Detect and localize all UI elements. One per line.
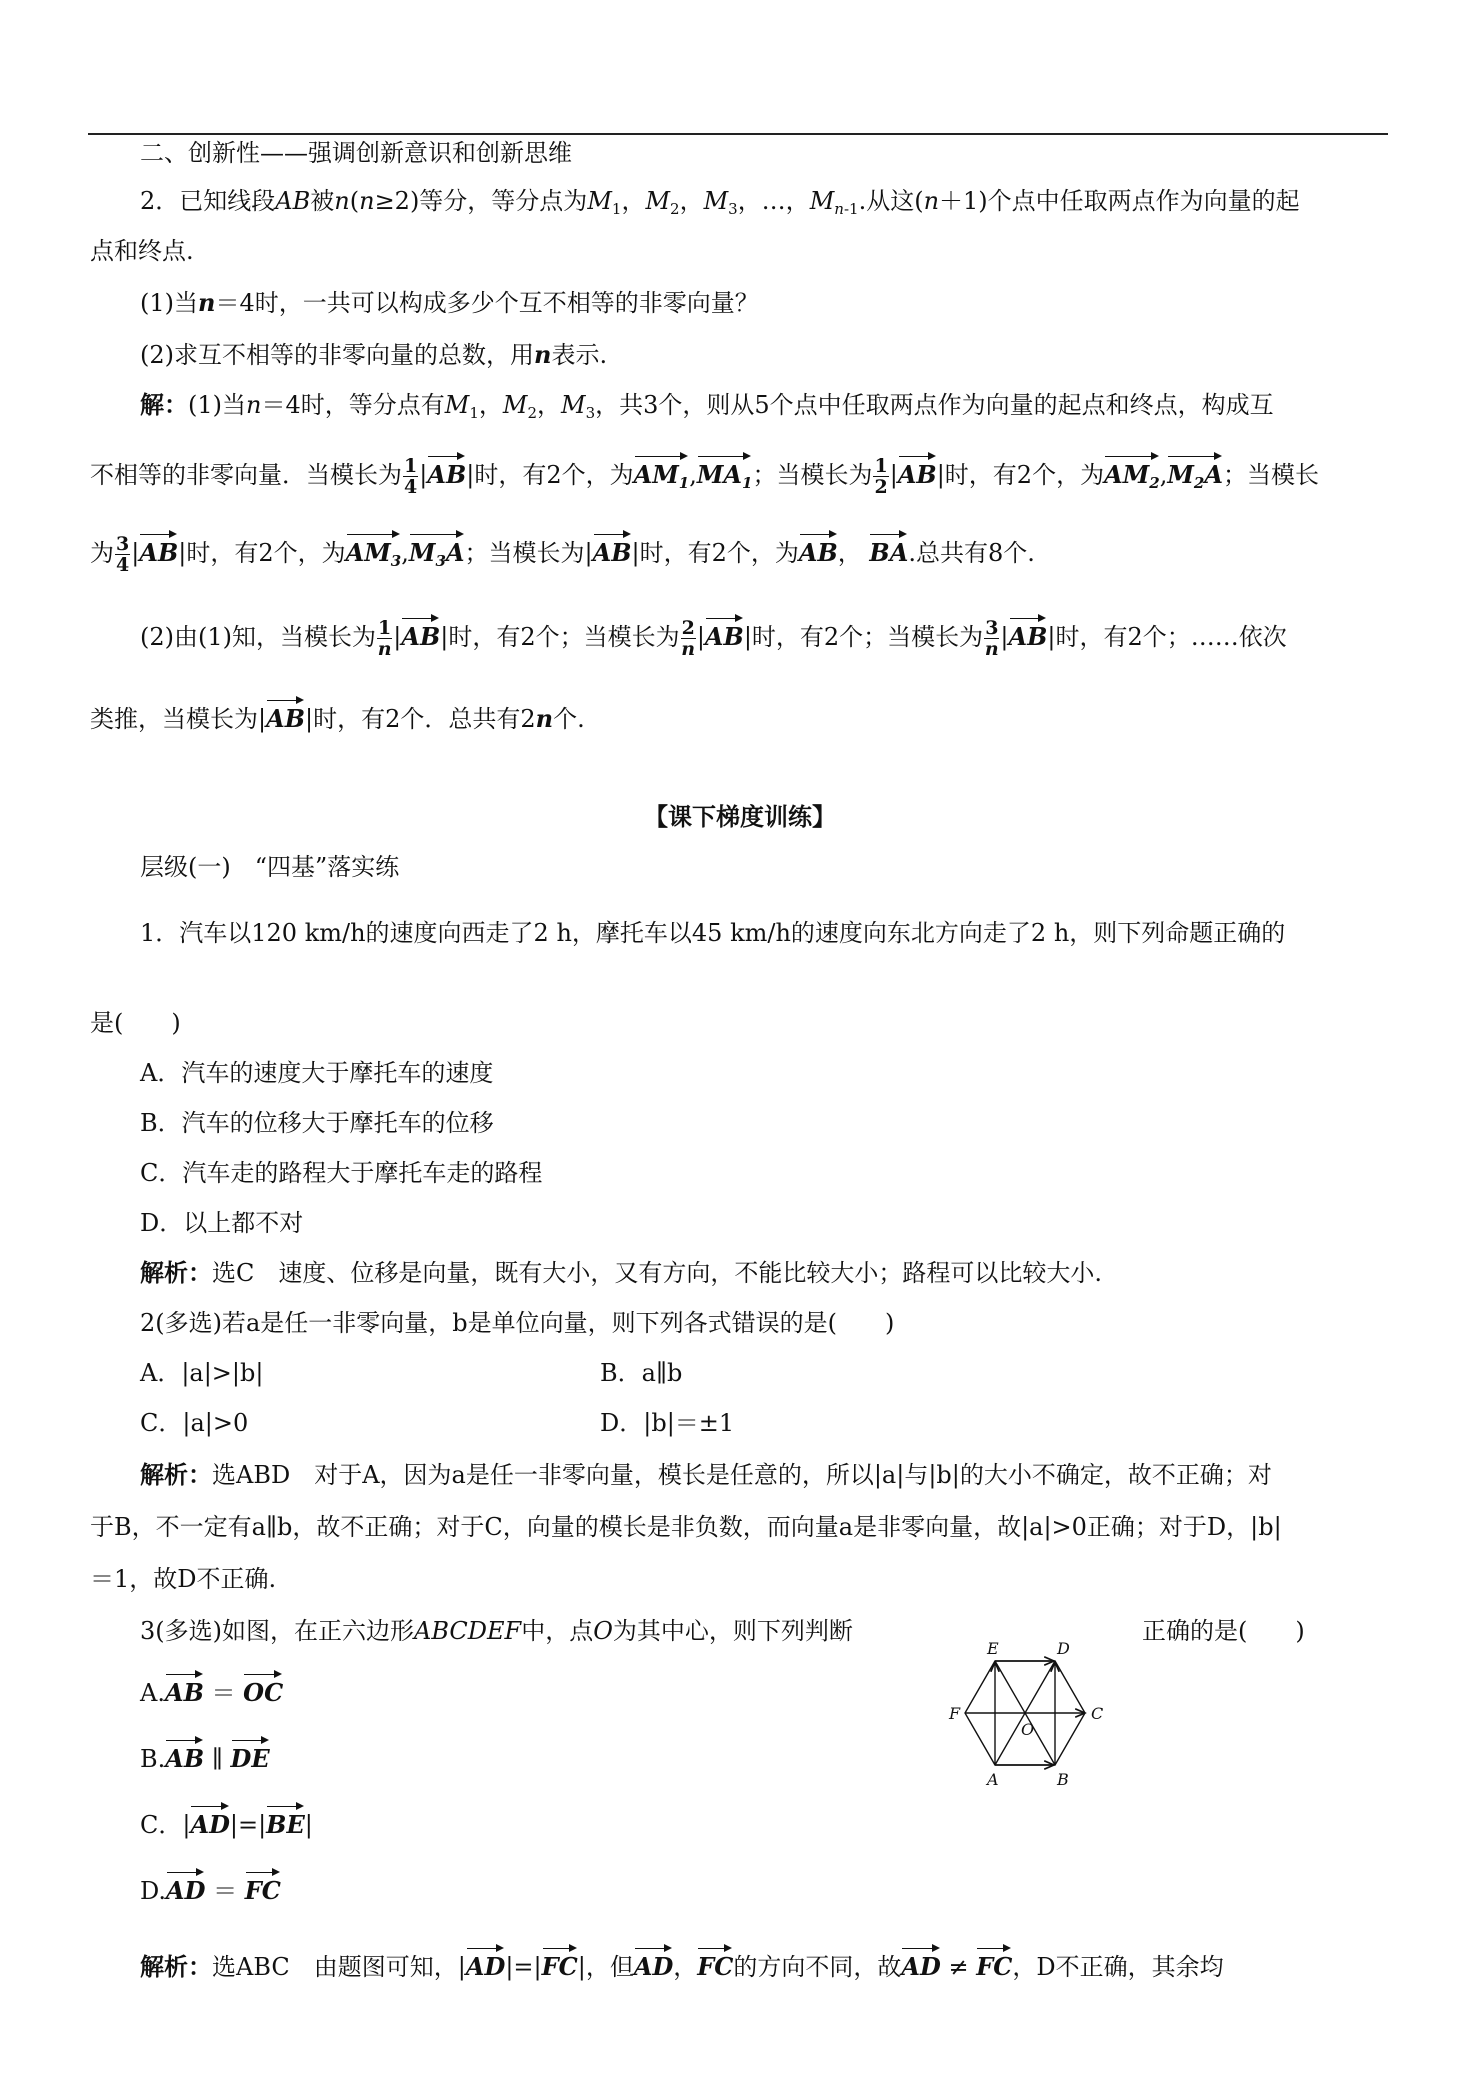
- problem2-solution-line1: 解：(1)当n＝4时，等分点有$M_1$，$M_2$，$M_3$，共3个，则从5个点中任取两点作为向量的起点和终点，构成互: [140, 390, 1274, 422]
- problem2-question2: (2)求互不相等的非零向量的总数，用n表示.: [140, 340, 608, 369]
- vector-M3A: $M_3A$: [409, 530, 465, 570]
- q1-stem-line2: 是( ): [90, 1009, 181, 1037]
- label-C: C: [1091, 1704, 1104, 1723]
- vector-BE: BE: [266, 1802, 305, 1842]
- q1-option-c: C．汽车走的路程大于摩托车走的路程: [140, 1159, 543, 1187]
- vector-AD: AD: [166, 1868, 205, 1908]
- vector-AD: AD: [466, 1944, 505, 1984]
- q1-option-b: B．汽车的位移大于摩托车的位移: [140, 1109, 494, 1137]
- vector-FC: FC: [245, 1868, 281, 1908]
- fraction-1-4: $\frac{1}{4}$: [404, 455, 418, 498]
- q2-option-b: B．a∥b: [600, 1359, 683, 1387]
- fraction-2-n: $\frac{2}{n}$: [681, 617, 696, 660]
- vector-FC: FC: [976, 1944, 1012, 1984]
- problem2-stem-line2: 点和终点.: [90, 237, 194, 265]
- q2-option-c: C．|a|>0: [140, 1409, 249, 1437]
- label-D: D: [1057, 1639, 1070, 1658]
- vector-AB: AB: [165, 1736, 204, 1776]
- training-title: 【课下梯度训练】: [644, 802, 836, 831]
- hexagon-figure: [935, 1620, 1125, 1790]
- vector-MA1: $MA_1$: [697, 452, 753, 492]
- problem2-solution-line2: 不相等的非零向量．当模长为 $\frac{1}{4}$ |AB|时，有2个，为$AM_1,MA_1$；当模长为 $\frac{1}{2}$ |AB|时，有2个，为$AM_2,M_2A$；当模长: [90, 452, 1390, 497]
- q3-option-c: C．|AD|=|BE|: [140, 1802, 1440, 1842]
- problem2-stem-line1: 2．已知线段AB被n(n≥2)等分，等分点为$M_1$，$M_2$，$M_3$，…，$M_{n-1}$.从这(n＋1)个点中任取两点作为向量的起: [140, 187, 1300, 218]
- vector-AB: AB: [165, 1670, 204, 1710]
- vector-AB: AB: [593, 530, 632, 570]
- q2-analysis-line1: 解析：选ABD 对于A，因为a是任一非零向量，模长是任意的，所以|a|与|b|的大小不确定，故不正确；对: [140, 1460, 1272, 1489]
- vector-AB: AB: [401, 614, 440, 654]
- label-E: E: [987, 1639, 999, 1658]
- problem2-solution-part2-line2: 类推，当模长为|AB|时，有2个．总共有2n个.: [90, 696, 1390, 736]
- q1-analysis: 解析：选C 速度、位移是向量，既有大小，又有方向，不能比较大小；路程可以比较大小.: [140, 1258, 1102, 1287]
- problem2-solution-part2-line1: (2)由(1)知，当模长为 $\frac{1}{n}$ |AB|时，有2个；当模长为 $\frac{2}{n}$ |AB|时，有2个；当模长为 $\frac{3}{n}$ |AB|时，有2个；……依次: [140, 614, 1440, 659]
- vector-FC: FC: [542, 1944, 578, 1984]
- problem2-question1: (1)当n＝4时，一共可以构成多少个互不相等的非零向量？: [140, 288, 759, 317]
- training-level: 层级(一) “四基”落实练: [140, 853, 400, 881]
- vector-DE: DE: [231, 1736, 270, 1776]
- label-A: A: [987, 1770, 999, 1789]
- vector-AD: AD: [901, 1944, 940, 1984]
- problem2-solution-line3: 为 $\frac{3}{4}$ |AB|时，有2个，为$AM_3,M_3A$；当模长为|AB|时，有2个，为AB， BA.总共有8个.: [90, 530, 1390, 575]
- q3-option-d: D.AD ＝ FC: [140, 1868, 1440, 1908]
- q2-option-a: A．|a|>|b|: [140, 1359, 264, 1387]
- vector-AD: AD: [190, 1802, 229, 1842]
- vector-AB: AB: [266, 696, 305, 736]
- vector-BA: BA: [869, 530, 908, 570]
- vector-AB: AB: [705, 614, 744, 654]
- vector-FC: FC: [697, 1944, 733, 1984]
- vector-AM3: $AM_3$: [346, 530, 402, 570]
- section-heading: 二、创新性——强调创新意识和创新思维: [140, 139, 572, 167]
- q1-option-a: A．汽车的速度大于摩托车的速度: [140, 1059, 494, 1087]
- q2-option-d: D．|b|＝±1: [600, 1409, 735, 1437]
- vector-AD: AD: [634, 1944, 673, 1984]
- vector-AB: AB: [427, 452, 466, 492]
- q3-stem-right: 正确的是( ): [1142, 1617, 1305, 1645]
- q1-stem-line1: 1．汽车以120 km/h的速度向西走了2 h，摩托车以45 km/h的速度向东北方向走了2 h，则下列命题正确的: [140, 919, 1286, 947]
- vector-M2A: $M_2A$: [1167, 452, 1223, 492]
- vector-AM1: $AM_1$: [634, 452, 690, 492]
- label-F: F: [949, 1704, 961, 1723]
- fraction-3-4: $\frac{3}{4}$: [116, 533, 130, 576]
- fraction-3-n: $\frac{3}{n}$: [984, 617, 999, 660]
- vector-AB: AB: [139, 530, 178, 570]
- label-B: B: [1057, 1770, 1069, 1789]
- q1-option-d: D．以上都不对: [140, 1209, 304, 1237]
- q2-stem: 2(多选)若a是任一非零向量，b是单位向量，则下列各式错误的是( ): [140, 1309, 895, 1337]
- hexagon-diagram: [935, 1620, 1125, 1790]
- q3-analysis: 解析：选ABC 由题图可知，|AD|=|FC|，但AD，FC的方向不同，故AD ≠ FC，D不正确，其余均: [140, 1944, 1440, 1984]
- fraction-1-2: $\frac{1}{2}$: [874, 455, 888, 498]
- vector-AB: AB: [898, 452, 937, 492]
- q2-analysis-line3: ＝1，故D不正确.: [90, 1565, 277, 1593]
- header-rule: [88, 133, 1388, 135]
- label-O: O: [1021, 1720, 1035, 1739]
- q3-stem-left: 3(多选)如图，在正六边形ABCDEF中，点O为其中心，则下列判断: [140, 1617, 853, 1645]
- vector-OC: OC: [243, 1670, 283, 1710]
- fraction-1-n: $\frac{1}{n}$: [377, 617, 392, 660]
- vector-AM2: $AM_2$: [1104, 452, 1160, 492]
- vector-AB: AB: [799, 530, 838, 570]
- q2-analysis-line2: 于B，不一定有a∥b，故不正确；对于C，向量的模长是非负数，而向量a是非零向量，故|a|>0正确；对于D，|b|: [90, 1513, 1282, 1541]
- q3-option-b: B.AB ∥ DE: [140, 1736, 1440, 1776]
- q3-option-a: A.AB ＝ OC: [140, 1670, 1440, 1710]
- vector-AB: AB: [1009, 614, 1048, 654]
